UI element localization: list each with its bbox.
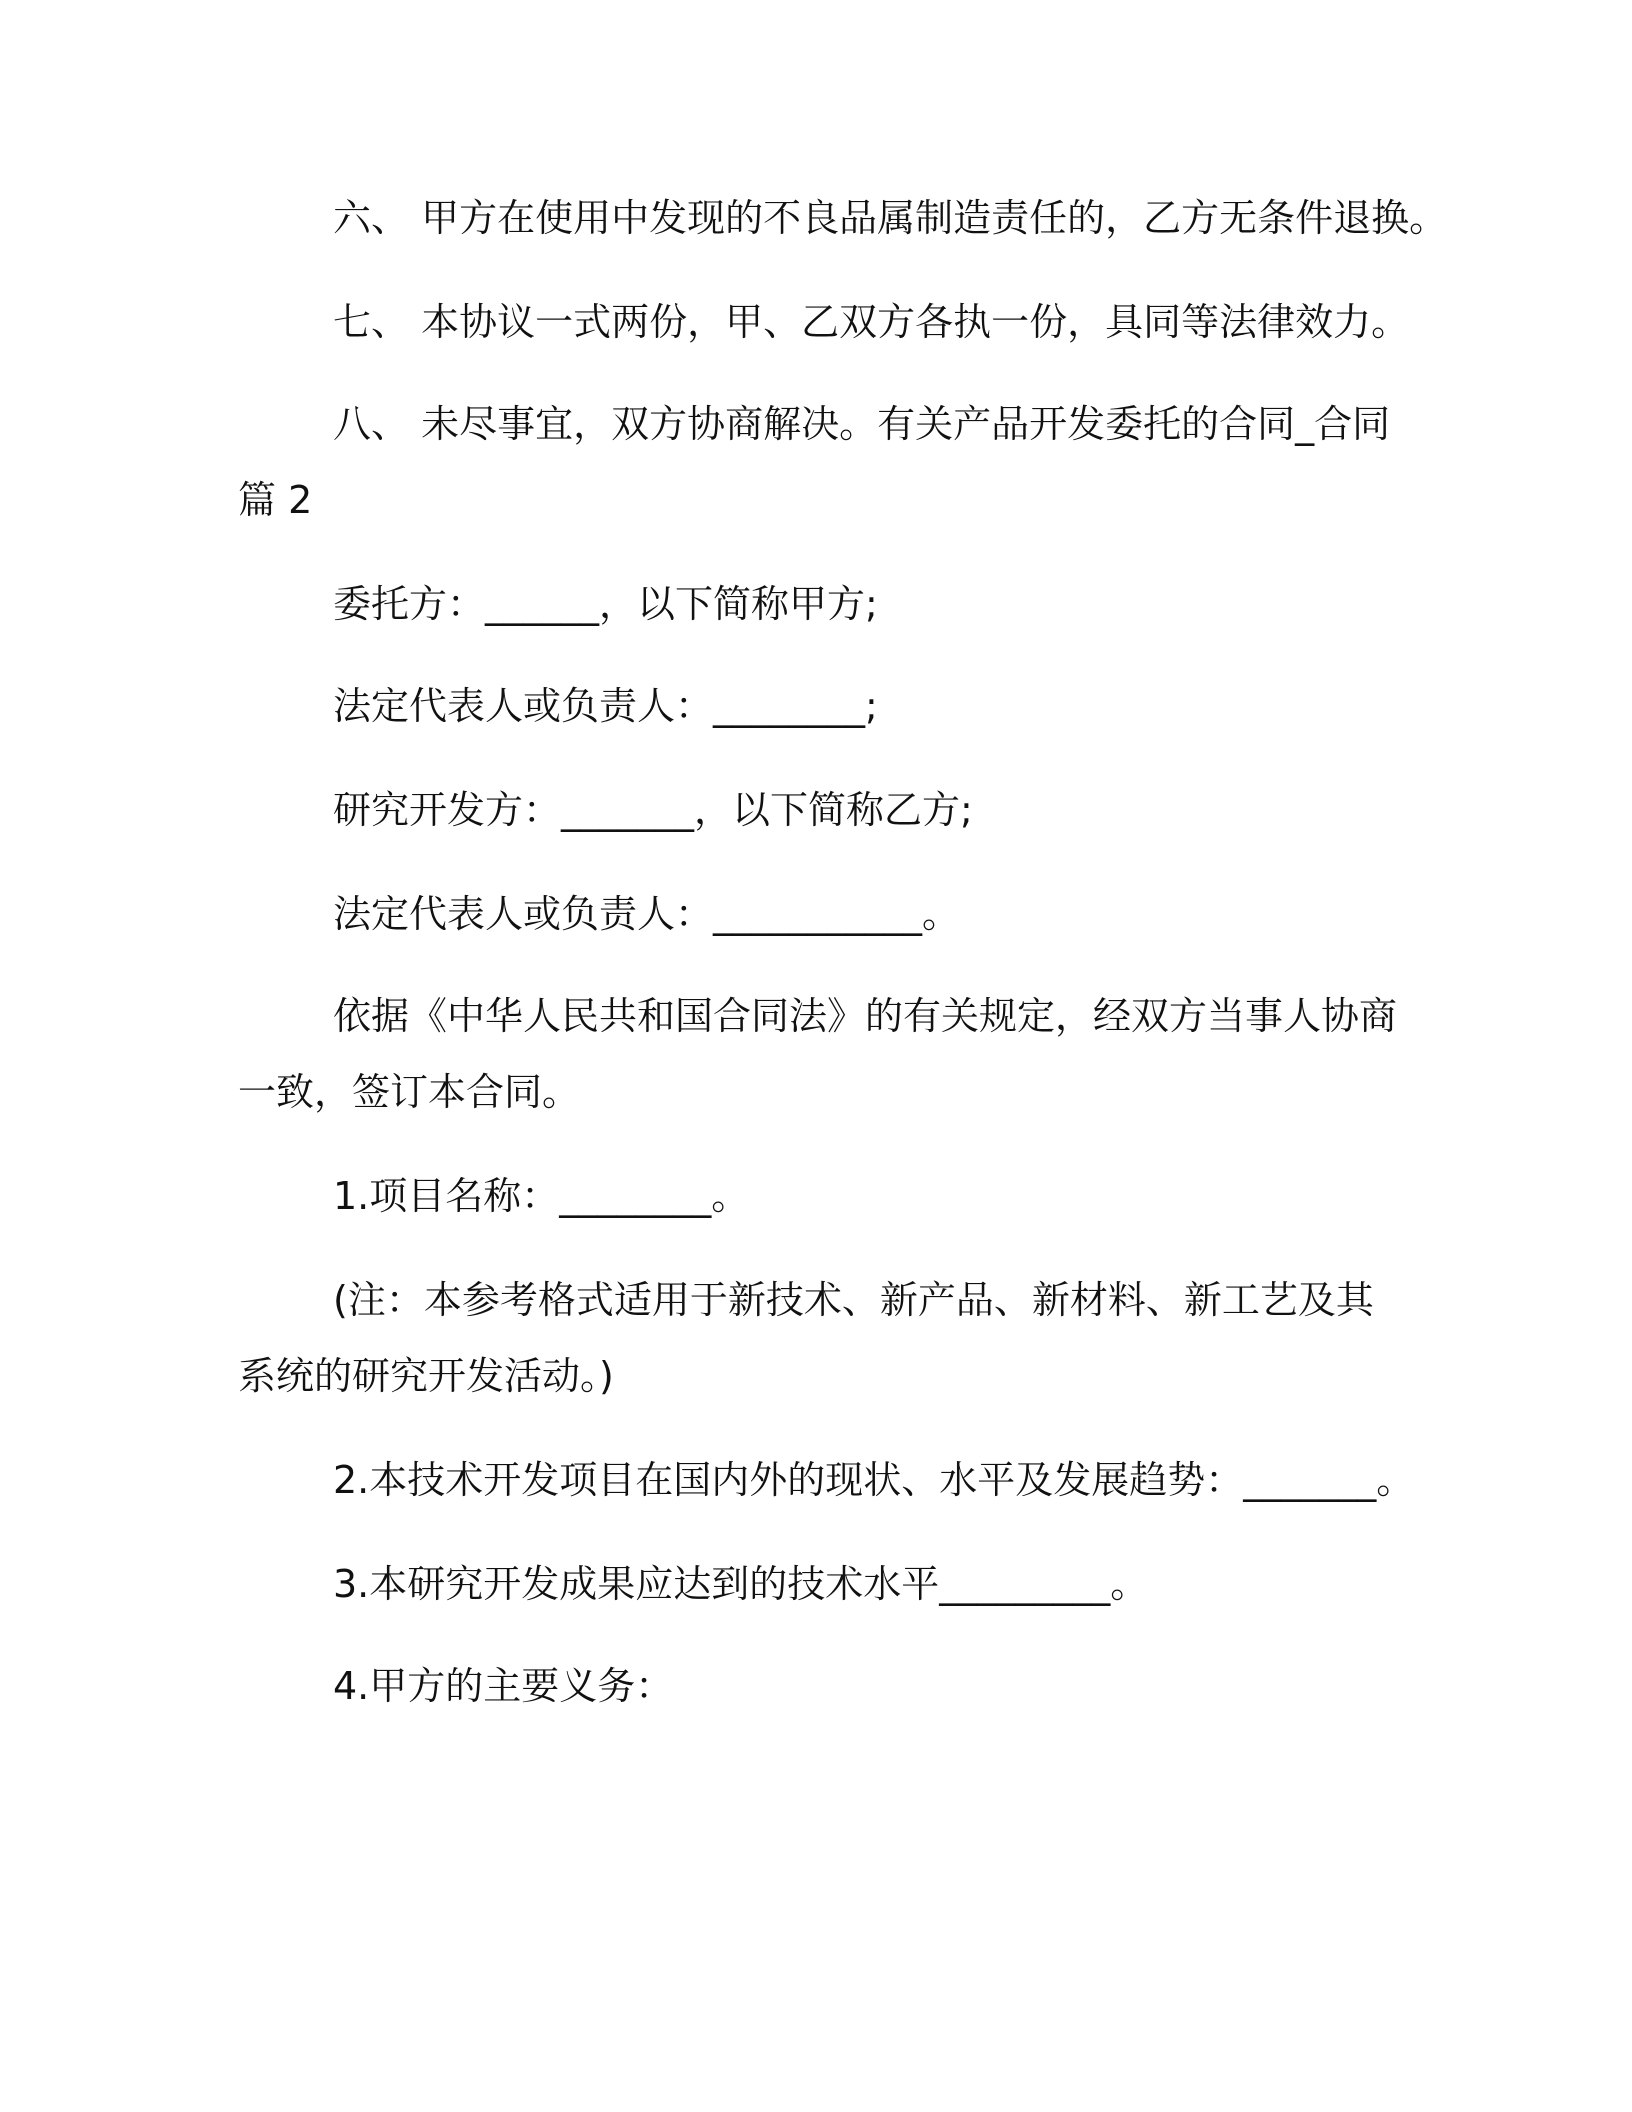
legal-basis-line-1: 依据《中华人民共和国合同法》的有关规定，经双方当事人协商 bbox=[333, 994, 1398, 1038]
clause-8-line-2: 篇 2 bbox=[238, 478, 313, 522]
item-3-technical-level: 3.本研究开发成果应达到的技术水平_________。 bbox=[333, 1562, 1149, 1606]
clause-7: 七、 本协议一式两份，甲、乙双方各执一份，具同等法律效力。 bbox=[333, 300, 1410, 344]
item-2-status: 2.本技术开发项目在国内外的现状、水平及发展趋势：_______。 bbox=[333, 1458, 1415, 1502]
legal-basis-line-2: 一致，签订本合同。 bbox=[238, 1070, 581, 1114]
note-line-2: 系统的研究开发活动。) bbox=[238, 1354, 614, 1398]
item-4-party-a-obligations: 4.甲方的主要义务： bbox=[333, 1664, 674, 1708]
developer-line: 研究开发方：_______，以下简称乙方; bbox=[333, 788, 973, 832]
item-1-project-name: 1.项目名称：________。 bbox=[333, 1174, 750, 1218]
developer-representative-line: 法定代表人或负责人：___________。 bbox=[333, 892, 961, 936]
client-representative-line: 法定代表人或负责人：________; bbox=[333, 684, 878, 728]
client-line: 委托方：______，以下简称甲方; bbox=[333, 582, 878, 626]
clause-6: 六、 甲方在使用中发现的不良品属制造责任的，乙方无条件退换。 bbox=[333, 196, 1448, 240]
note-line-1: (注：本参考格式适用于新技术、新产品、新材料、新工艺及其 bbox=[333, 1278, 1374, 1322]
clause-8-line-1: 八、 未尽事宜，双方协商解决。有关产品开发委托的合同_合同 bbox=[333, 402, 1391, 446]
